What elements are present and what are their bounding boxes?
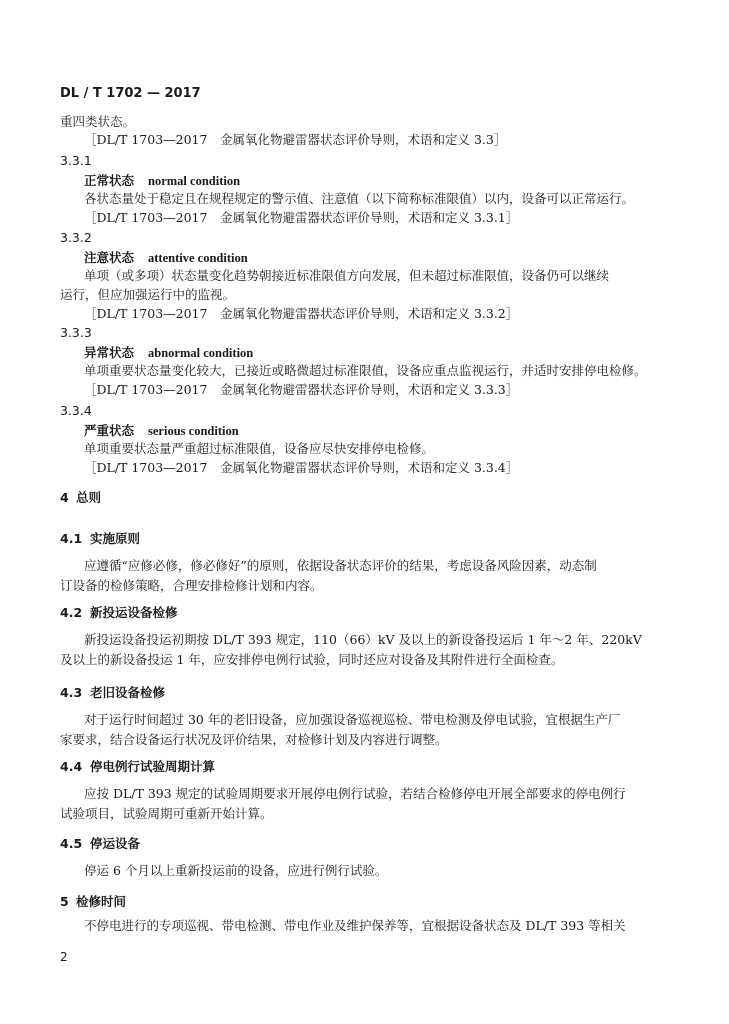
term-definition-line: 运行，但应加强运行中的监视。 [60,287,236,302]
term-definition-line: 各状态量处于稳定且在规程规定的警示值、注意值（以下简称标准限值）以内，设备可以正常运行。 [84,191,635,206]
paragraph-line: 应遵循“应修必修，修必修好”的原则，依据设备状态评价的结果，考虑设备风险因素，动态制 [84,558,597,573]
section-number: 4.5 [60,836,83,851]
subsection-heading [60,757,215,775]
term-name-zh: 注意状态 [84,250,135,265]
term-name-en: normal condition [148,174,241,188]
section-title: 检修时间 [76,894,127,909]
subsection-heading [60,603,178,621]
term-name-zh: 严重状态 [84,423,135,438]
section-title: 停运设备 [90,836,141,851]
term-heading [84,171,240,189]
term-name-en: serious condition [148,424,239,438]
paragraph-line: 不停电进行的专项巡视、带电检测、带电作业及维护保养等，宜根据设备状态及 DL/T 393 等相关 [84,918,626,933]
subsection-heading [60,529,140,547]
section-title: 停电例行试验周期计算 [90,759,216,774]
section-number: 4.2 [60,605,83,620]
section-title: 新投运设备检修 [90,605,178,620]
term-definition-line: 单项重要状态量严重超过标准限值，设备应尽快安排停电检修。 [84,441,435,456]
term-reference: ［DL/T 1703—2017 金属氧化物避雷器状态评价导则，术语和定义 3.3.1］ [84,210,519,225]
term-heading [84,421,239,439]
paragraph-line: 新投运设备投运初期按 DL/T 393 规定，110（66）kV 及以上的新设备投运后 1 年～2 年、220kV [84,632,642,647]
section-number: 5 [60,894,69,909]
term-name-zh: 异常状态 [84,345,135,360]
section-4-heading [60,488,101,506]
section-title: 总则 [76,490,102,505]
term-heading [84,343,253,361]
paragraph-line: 及以上的新设备投运 1 年，应安排停电例行试验，同时还应对设备及其附件进行全面检查。 [60,652,564,667]
paragraph-line: 订设备的检修策略，合理安排检修计划和内容。 [60,578,323,593]
paragraph-line: 家要求，结合设备运行状况及评价结果，对检修计划及内容进行调整。 [60,732,448,747]
term-reference: ［DL/T 1703—2017 金属氧化物避雷器状态评价导则，术语和定义 3.3.2］ [84,306,519,321]
section-number: 4 [60,490,69,505]
section-title: 老旧设备检修 [90,685,166,700]
section-number: 4.4 [60,759,83,774]
term-name-zh: 正常状态 [84,173,135,188]
term-reference: ［DL/T 1703—2017 金属氧化物避雷器状态评价导则，术语和定义 3.3.4］ [84,460,519,475]
paragraph-line: 试验项目，试验周期可重新开始计算。 [60,806,273,821]
term-number: 3.3.4 [60,403,92,418]
term-number: 3.3.1 [60,153,92,168]
section-5-heading [60,892,126,910]
paragraph-line: 停运 6 个月以上重新投运前的设备，应进行例行试验。 [84,863,388,878]
subsection-heading [60,683,165,701]
term-heading [84,248,248,266]
section-number: 4.1 [60,531,83,546]
term-name-en: attentive condition [148,251,248,265]
term-name-en: abnormal condition [148,346,254,360]
intro-reference: ［DL/T 1703—2017 金属氧化物避雷器状态评价导则，术语和定义 3.3］ [84,132,507,147]
term-definition-line: 单项重要状态量变化较大，已接近或略微超过标准限值，设备应重点监视运行，并适时安排停电检修。 [84,363,647,378]
term-number: 3.3.2 [60,230,92,245]
page-number: 2 [60,950,68,964]
term-definition-line: 单项（或多项）状态量变化趋势朝接近标准限值方向发展，但未超过标准限值，设备仍可以继续 [84,268,610,283]
term-reference: ［DL/T 1703—2017 金属氧化物避雷器状态评价导则，术语和定义 3.3.3］ [84,382,519,397]
page-header-doc-id: DL / T 1702 — 2017 [60,86,201,101]
paragraph-line: 对于运行时间超过 30 年的老旧设备，应加强设备巡视巡检、带电检测及停电试验，宜根据生产厂 [84,712,621,727]
section-title: 实施原则 [90,531,141,546]
intro-line: 重四类状态。 [60,114,136,129]
subsection-heading [60,834,140,852]
paragraph-line: 应按 DL/T 393 规定的试验周期要求开展停电例行试验，若结合检修停电开展全部要求的停电例行 [84,786,626,801]
term-number: 3.3.3 [60,325,92,340]
section-number: 4.3 [60,685,83,700]
